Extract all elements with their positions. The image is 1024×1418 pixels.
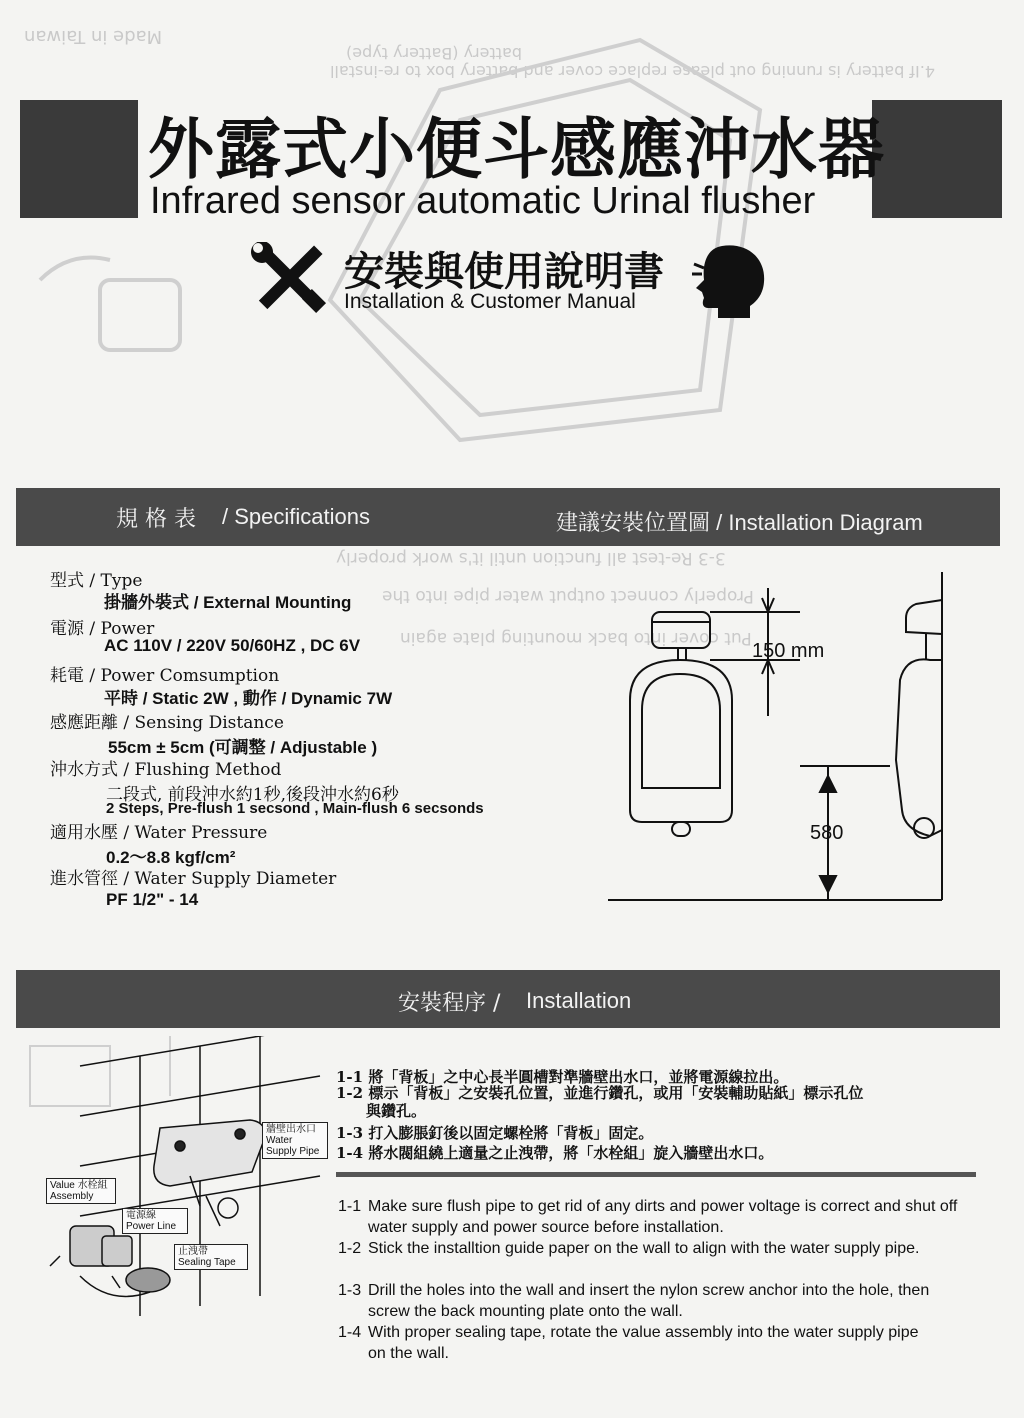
callout-sealing-tape: 止洩帶 Sealing Tape <box>174 1244 248 1270</box>
step-text: Make sure flush pipe to get rid of any dirts and power voltage is correct and shut off water supply and power source before installation. <box>368 1198 958 1236</box>
spec-pressure-label: 適用水壓 / Water Pressure <box>50 823 268 843</box>
ghost-cover: Put cover into back mounting plate again <box>400 628 752 648</box>
install-step-zh-2b: 與鑽孔。 <box>366 1102 427 1120</box>
callout-power-line: 電源線 Power Line <box>122 1208 188 1234</box>
step-number: 1-1 <box>338 1198 362 1215</box>
dimension-580: 580 <box>810 822 844 844</box>
specs-section-header <box>16 488 1000 546</box>
spec-consumption-label: 耗電 / Power Comsumption <box>50 666 280 686</box>
installation-section-header <box>16 970 1000 1028</box>
callout-water-supply-pipe: 牆壁出水口 Water Supply Pipe <box>262 1122 328 1159</box>
installation-heading-en: Installation <box>526 988 632 1013</box>
step-number: 1-3 <box>338 1282 362 1299</box>
title-bar-left <box>20 100 138 218</box>
tools-icon <box>250 242 330 314</box>
install-step-zh-3: 1-3 打入膨脹釘後以固定螺栓將「背板」固定。 <box>336 1124 654 1142</box>
manual-title-en: Installation & Customer Manual <box>344 290 636 313</box>
installation-diagram <box>600 560 980 920</box>
install-step-en-3 <box>338 1280 968 1322</box>
spec-pressure-value: 0.2～8.8 kgf/cm² <box>106 848 236 867</box>
install-step-en-1 <box>338 1196 968 1238</box>
spec-power-value: AC 110V / 220V 50/60HZ , DC 6V <box>104 636 361 655</box>
spec-diameter-value: PF 1/2" - 14 <box>106 890 199 909</box>
manual-title-zh: 安裝與使用說明書 <box>344 249 664 295</box>
spec-diameter-label: 進水管徑 / Water Supply Diameter <box>50 869 337 889</box>
install-step-zh-1: 1-1 將「背板」之中心長半圓槽對準牆壁出水口，並將電源線拉出。 <box>336 1068 789 1086</box>
ghost-properly: Properly connect output water pipe into the <box>382 586 754 606</box>
step-number: 1-4 <box>338 1324 362 1341</box>
page-title-en: Infrared sensor automatic Urinal flusher <box>150 180 816 222</box>
section-divider <box>336 1172 976 1177</box>
install-step-en-2 <box>338 1238 968 1259</box>
diagram-heading: 建議安裝位置圖 / Installation Diagram <box>556 510 923 535</box>
page-title-zh: 外露式小便斗感應沖水器 <box>148 111 885 188</box>
spec-consumption-value: 平時 / Static 2W , 動作 / Dynamic 7W <box>104 689 393 708</box>
spec-flushing-value-en: 2 Steps, Pre-flush 1 secsond , Main-flush 6 secsonds <box>106 800 484 817</box>
dimension-150mm: 150 mm <box>752 640 825 662</box>
step-text: Drill the holes into the wall and insert the nylon screw anchor into the hole, then screw the back mounting plate onto the wall. <box>368 1282 930 1320</box>
spec-flushing-value: 二段式, 前段沖水約1秒,後段沖水約6秒 <box>106 785 399 805</box>
spec-power-label: 電源 / Power <box>50 619 155 639</box>
step-text: With proper sealing tape, rotate the value assembly into the water supply pipe on the wall. <box>368 1324 919 1362</box>
spec-type-value: 掛牆外裝式 / External Mounting <box>104 593 352 612</box>
step-text: Stick the installtion guide paper on the wall to align with the water supply pipe. <box>368 1240 920 1257</box>
install-step-zh-2: 1-2 標示「背板」之安裝孔位置，並進行鑽孔，或用「安裝輔助貼紙」標示孔位 <box>336 1084 864 1102</box>
specs-heading-zh: 規 格 表 <box>116 507 196 532</box>
spec-sensing-label: 感應距離 / Sensing Distance <box>50 713 284 733</box>
step-number: 1-2 <box>338 1240 362 1257</box>
install-step-zh-4: 1-4 將水閥組繞上適量之止洩帶，將「水栓組」旋入牆壁出水口。 <box>336 1144 774 1162</box>
title-bar-right <box>872 100 1002 218</box>
ghost-made-in: Made in Taiwan <box>24 26 163 47</box>
installation-heading-zh: 安裝程序 / <box>398 991 501 1016</box>
ghost-reset: 3-3 Re-test all function until it's work properly <box>336 548 726 568</box>
specs-heading-en: / Specifications <box>222 504 370 529</box>
spec-sensing-value: 55cm ± 5cm (可調整 / Adjustable ) <box>108 738 378 757</box>
ghost-battery-1: battery (Battery type) <box>346 44 523 63</box>
callout-valve-assembly: Value 水栓組 Assembly <box>46 1178 116 1204</box>
spec-flushing-label: 沖水方式 / Flushing Method <box>50 760 282 780</box>
speaking-head-icon <box>692 240 772 320</box>
install-step-en-4 <box>338 1322 968 1364</box>
ghost-battery-2: 4.If battery is running out please replace cover and battery box to re-install <box>330 62 936 81</box>
spec-type-label: 型式 / Type <box>50 571 143 591</box>
